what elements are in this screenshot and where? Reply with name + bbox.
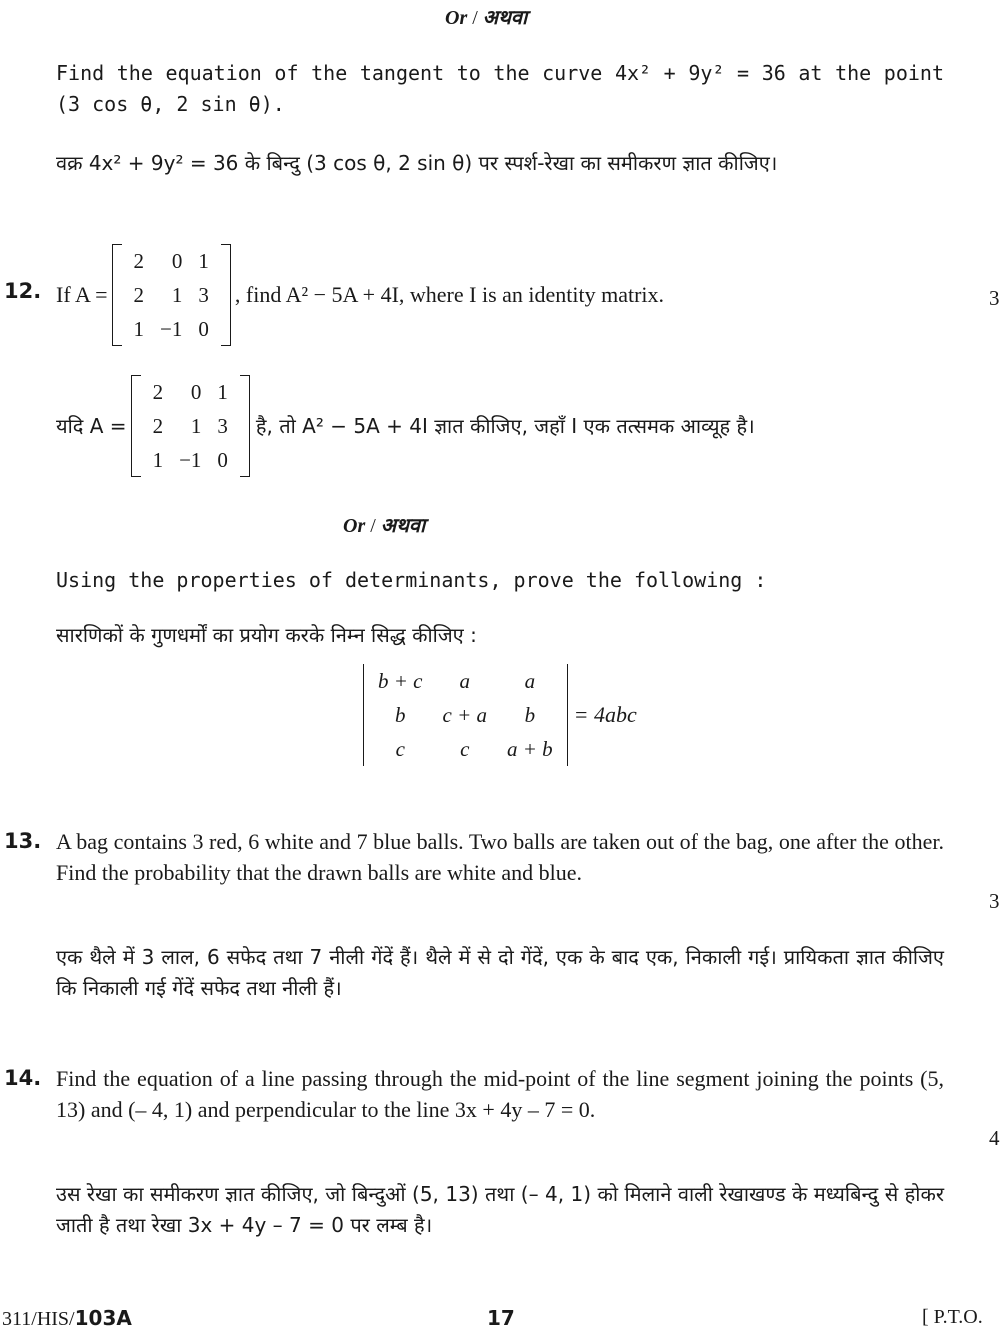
matrix-right-bracket (240, 375, 250, 477)
determinant-cell: b + c (378, 669, 423, 693)
determinant-cell: a (459, 669, 470, 693)
matrix-cell: 0 (198, 317, 209, 341)
or-slash: / (472, 7, 478, 29)
matrix-cell: −1 (160, 317, 183, 341)
matrix-cell: 1 (133, 317, 145, 341)
or-label-hindi: अथवा (482, 7, 528, 29)
determinant-cell: a (524, 669, 536, 693)
determinant-cell: c (395, 737, 405, 761)
q14-number: 14. (4, 1066, 42, 1090)
determinant-right-bar (567, 664, 568, 766)
or-slash: / (370, 515, 376, 537)
determinant (363, 664, 568, 766)
matrix-right-bracket (221, 244, 231, 346)
matrix-grid (141, 375, 240, 477)
q13-hindi: एक थैले में 3 लाल, 6 सफेद तथा 7 नीली गेंदें हैं। थैले में से दो गेंदें, एक के बाद एक, निकाली गई। प्रायिकता ज्ञात कीजिए कि निकाली गई गेंदें सफेद तथा नीली हैं। (56, 945, 944, 1000)
determinant-cell: b (395, 703, 406, 727)
matrix-grid (122, 244, 221, 346)
matrix-cell: −1 (179, 448, 202, 472)
matrix-cell: 1 (171, 283, 183, 307)
q11-or-hindi: वक्र 4x² + 9y² = 36 के बिन्दु (3 cos θ, 2 sin θ) पर स्पर्श-रेखा का समीकरण ज्ञात कीजिए। (56, 151, 778, 175)
matrix-cell: 3 (217, 414, 228, 438)
q12-en-suffix: , find A² − 5A + 4I, where I is an identity matrix. (234, 282, 665, 307)
matrix-cell: 1 (190, 414, 202, 438)
page-number: 17 (487, 1306, 515, 1330)
q12-english-line (56, 244, 664, 346)
q12-hi-suffix: है, तो A² − 5A + 4I ज्ञात कीजिए, जहाँ I एक तत्समक आव्यूह है। (255, 413, 755, 438)
matrix-a (112, 244, 231, 346)
q13-english: A bag contains 3 red, 6 white and 7 blue balls. Two balls are taken out of the bag, one after the other. Find the probability that the drawn balls are white and blue. (56, 829, 944, 885)
q14-marks: 4 (989, 1126, 1000, 1150)
paper-code-prefix: 311/HIS/ (2, 1308, 75, 1330)
matrix-left-bracket (112, 244, 122, 346)
q11-or-english: Find the equation of the tangent to the curve 4x² + 9y² = 36 at the point (3 cos θ, 2 sin θ). (56, 61, 944, 116)
q14-hindi: उस रेखा का समीकरण ज्ञात कीजिए, जो बिन्दुओं (5, 13) तथा (– 4, 1) को मिलाने वाली रेखाखण्ड के मध्यबिन्दु से होकर जाती है तथा रेखा 3x + 4y – 7 = 0 पर लम्ब है। (56, 1182, 944, 1237)
determinant-cell: c (460, 737, 470, 761)
q12-number: 12. (4, 279, 42, 303)
q12-hindi-line (56, 375, 755, 477)
q12-or-english: Using the properties of determinants, prove the following : (56, 568, 767, 592)
or-heading-top (445, 3, 527, 30)
or-label: Or (343, 515, 366, 537)
determinant-rhs: = 4abc (573, 702, 637, 727)
matrix-cell: 1 (217, 380, 228, 404)
matrix-cell: 1 (152, 448, 164, 472)
matrix-cell: 2 (133, 283, 145, 307)
q14-english: Find the equation of a line passing through the mid-point of the line segment joining the points (5, 13) and (– 4, 1) and perpendicular to the line 3x + 4y – 7 = 0. (56, 1066, 944, 1122)
determinant-grid (364, 664, 567, 766)
matrix-cell: 2 (152, 414, 164, 438)
determinant-cell: a + b (507, 737, 553, 761)
q12-marks: 3 (989, 286, 1000, 310)
matrix-a-hindi (131, 375, 250, 477)
q13-marks: 3 (989, 889, 1000, 913)
or-label: Or (445, 7, 468, 29)
matrix-cell: 2 (133, 249, 145, 273)
determinant-cell: c + a (442, 703, 487, 727)
paper-code-bold: 103A (74, 1306, 132, 1330)
q13-number: 13. (4, 829, 42, 853)
q12-hi-prefix: यदि A = (56, 413, 127, 438)
determinant-cell: b (524, 703, 536, 727)
matrix-cell: 2 (152, 380, 164, 404)
q12-or-hindi: सारणिकों के गुणधर्मों का प्रयोग करके निम्न सिद्ध कीजिए : (56, 623, 477, 647)
determinant-equation (363, 664, 637, 766)
pto-label: [ P.T.O. (922, 1306, 983, 1328)
matrix-cell: 0 (217, 448, 228, 472)
matrix-cell: 1 (198, 249, 209, 273)
matrix-cell: 3 (198, 283, 209, 307)
paper-code (2, 1306, 132, 1331)
q12-en-prefix: If A = (56, 282, 108, 307)
or-heading-middle (343, 511, 425, 538)
matrix-left-bracket (131, 375, 141, 477)
matrix-cell: 0 (190, 380, 202, 404)
matrix-cell: 0 (171, 249, 183, 273)
or-label-hindi: अथवा (380, 515, 426, 537)
